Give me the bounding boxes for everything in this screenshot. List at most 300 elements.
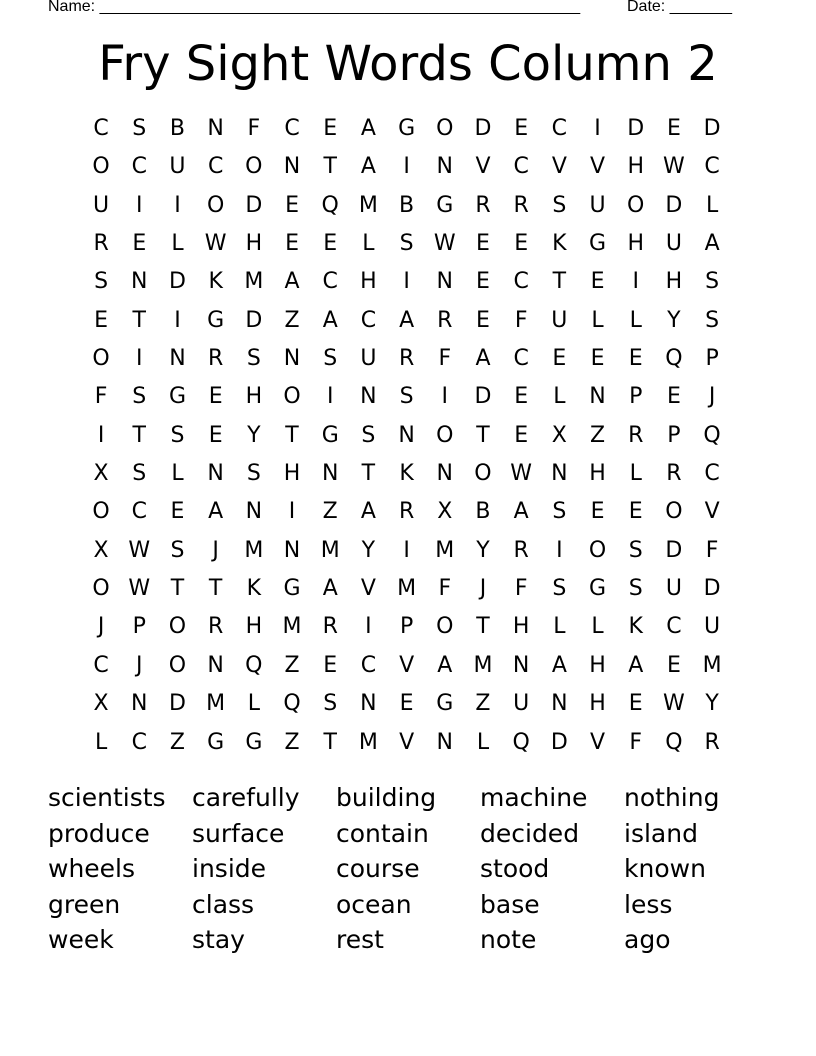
grid-letter: W	[663, 691, 685, 717]
grid-letter: Q	[512, 729, 530, 755]
grid-letter: G	[436, 192, 454, 218]
grid-letter: K	[246, 576, 262, 602]
grid-letter: D	[245, 192, 263, 218]
date-field-label: Date: _______	[627, 0, 732, 15]
grid-letter: L	[171, 461, 184, 487]
grid-letter: M	[320, 537, 340, 563]
grid-letter: H	[589, 461, 606, 487]
grid-letter: N	[207, 116, 224, 141]
word-list	[48, 780, 768, 958]
grid-letter: L	[553, 384, 566, 410]
grid-letter: X	[437, 499, 453, 525]
grid-letter: R	[398, 499, 415, 525]
grid-letter: R	[398, 346, 415, 372]
grid-letter: D	[703, 116, 721, 141]
grid-letter: F	[438, 576, 452, 602]
grid-letter: K	[628, 614, 643, 640]
grid-letter: V	[399, 652, 415, 678]
grid-letter: U	[169, 154, 186, 180]
grid-letter: U	[589, 192, 606, 218]
grid-letter: J	[479, 576, 487, 602]
grid-letter: Z	[589, 422, 606, 448]
grid-letter: S	[628, 537, 643, 563]
grid-letter: N	[436, 154, 454, 180]
grid-letter: U	[513, 691, 530, 717]
grid-letter: O	[206, 192, 225, 218]
grid-letter: O	[245, 154, 263, 180]
grid-letter: S	[361, 422, 376, 448]
word-list-item: surface	[192, 818, 285, 848]
grid-letter: Z	[284, 652, 300, 678]
grid-letter: V	[360, 576, 376, 602]
grid-letter: F	[705, 537, 719, 563]
grid-letter: N	[321, 461, 339, 487]
grid-letter: S	[94, 269, 109, 295]
word-list-item: class	[192, 889, 255, 919]
grid-letter: D	[474, 384, 492, 410]
grid-letter: N	[283, 537, 301, 563]
grid-letter: W	[204, 231, 227, 257]
name-field-label: Name: ______________________________________________________	[48, 0, 581, 15]
grid-letter: I	[174, 192, 181, 218]
grid-letter: E	[666, 652, 681, 678]
grid-letter: E	[666, 116, 681, 141]
grid-letter: U	[93, 192, 110, 218]
grid-letter: A	[360, 154, 376, 180]
grid-letter: A	[513, 499, 529, 525]
grid-letter: S	[552, 576, 567, 602]
word-list-item: nothing	[624, 783, 720, 812]
word-list-item: contain	[336, 818, 429, 848]
grid-letter: A	[322, 576, 338, 602]
grid-letter: G	[245, 729, 263, 755]
grid-letter: U	[665, 576, 682, 602]
grid-letter: M	[244, 537, 264, 563]
grid-letter: Y	[705, 691, 719, 717]
grid-letter: C	[322, 269, 338, 295]
grid-letter: I	[136, 346, 143, 372]
grid-letter: W	[510, 461, 533, 487]
grid-letter: P	[667, 422, 681, 448]
grid-letter: A	[551, 652, 567, 678]
word-list-item: course	[336, 854, 420, 883]
grid-letter: A	[437, 652, 453, 678]
grid-letter: I	[403, 269, 410, 295]
grid-letter: L	[94, 729, 108, 755]
grid-letter: Q	[665, 346, 683, 372]
grid-letter: E	[399, 691, 414, 717]
grid-letter: O	[92, 499, 110, 525]
grid-letter: C	[131, 154, 147, 180]
word-list-item: week	[48, 925, 114, 954]
grid-letter: I	[403, 154, 410, 180]
grid-letter: N	[398, 422, 415, 448]
word-list-item: note	[480, 925, 537, 954]
grid-letter: J	[136, 652, 143, 678]
grid-letter: F	[94, 384, 108, 410]
grid-letter: X	[93, 537, 109, 563]
grid-letter: H	[360, 269, 377, 295]
grid-letter: C	[704, 154, 720, 180]
grid-letter: G	[436, 691, 454, 717]
grid-letter: N	[169, 346, 186, 372]
word-list-item: less	[624, 889, 673, 919]
page-title: Fry Sight Words Column 2	[98, 36, 718, 92]
grid-letter: V	[704, 499, 720, 525]
grid-letter: I	[288, 499, 296, 525]
grid-letter: U	[360, 346, 377, 372]
grid-letter: A	[208, 499, 224, 525]
grid-letter: S	[170, 422, 185, 448]
grid-letter: A	[704, 231, 720, 257]
grid-letter: M	[358, 192, 378, 218]
grid-letter: C	[666, 614, 682, 640]
grid-letter: X	[551, 422, 567, 448]
grid-letter: N	[551, 461, 568, 487]
grid-letter: C	[513, 154, 529, 180]
grid-letter: S	[132, 116, 147, 141]
word-list-item: produce	[48, 818, 150, 848]
grid-letter: P	[629, 384, 643, 410]
grid-letter: E	[323, 116, 338, 141]
grid-letter: P	[132, 614, 146, 640]
grid-letter: I	[136, 192, 143, 218]
grid-letter: I	[174, 307, 181, 333]
grid-letter: L	[171, 231, 184, 257]
grid-letter: O	[627, 192, 645, 218]
word-list-item: stay	[192, 925, 245, 954]
grid-letter: T	[476, 422, 490, 448]
grid-letter: L	[591, 307, 604, 333]
grid-letter: M	[397, 576, 417, 602]
word-list-item: stood	[480, 854, 550, 883]
grid-letter: M	[473, 652, 493, 678]
grid-letter: O	[436, 614, 454, 640]
grid-letter: E	[476, 231, 490, 257]
grid-letter: R	[208, 346, 224, 372]
grid-letter: O	[168, 614, 187, 640]
grid-letter: E	[666, 384, 681, 410]
grid-letter: Y	[476, 537, 490, 563]
grid-letter: E	[514, 116, 529, 141]
grid-letter: C	[513, 269, 529, 295]
grid-letter: T	[132, 422, 146, 448]
grid-letter: D	[703, 576, 721, 602]
grid-letter: W	[128, 576, 151, 602]
grid-letter: T	[552, 269, 567, 295]
grid-letter: E	[208, 422, 223, 448]
grid-letter: H	[627, 231, 644, 257]
grid-letter: S	[246, 461, 261, 487]
grid-letter: C	[93, 652, 109, 678]
grid-letter: R	[513, 537, 529, 563]
header	[48, 0, 732, 16]
grid-letter: Z	[284, 729, 300, 755]
grid-letter: A	[284, 269, 300, 295]
grid-letter: D	[665, 192, 683, 218]
grid-letter: N	[131, 691, 148, 717]
word-list-item: green	[48, 889, 121, 919]
grid-letter: S	[628, 576, 643, 602]
grid-letter: C	[360, 307, 377, 333]
grid-letter: I	[594, 116, 601, 141]
grid-letter: L	[247, 691, 260, 717]
grid-letter: M	[244, 269, 264, 295]
grid-letter: A	[475, 346, 491, 372]
grid-letter: L	[629, 461, 642, 487]
grid-letter: T	[132, 307, 146, 333]
grid-letter: P	[399, 614, 414, 640]
grid-letter: N	[283, 154, 301, 180]
grid-letter: E	[590, 499, 605, 525]
grid-letter: M	[206, 691, 226, 717]
grid-letter: Y	[361, 537, 376, 563]
word-list-item: island	[624, 818, 698, 848]
grid-letter: A	[322, 307, 338, 333]
grid-letter: I	[632, 269, 639, 295]
grid-letter: S	[246, 346, 261, 372]
grid-letter: O	[474, 461, 492, 487]
grid-letter: S	[323, 346, 338, 372]
grid-letter: R	[628, 422, 644, 448]
grid-letter: X	[93, 461, 109, 487]
grid-letter: H	[283, 461, 301, 487]
grid-letter: C	[207, 154, 224, 180]
grid-letter: I	[556, 537, 563, 563]
grid-letter: T	[323, 154, 337, 180]
grid-letter: W	[663, 154, 685, 180]
grid-letter: K	[208, 269, 223, 295]
grid-letter: N	[207, 461, 224, 487]
grid-letter: E	[628, 691, 643, 717]
grid-letter: D	[168, 691, 186, 717]
grid-letter: A	[360, 499, 376, 525]
grid-letter: D	[550, 729, 568, 755]
grid-letter: L	[476, 729, 490, 755]
word-list-item: machine	[480, 783, 588, 812]
grid-letter: E	[552, 346, 567, 372]
grid-letter: R	[322, 614, 338, 640]
grid-letter: F	[247, 116, 261, 141]
grid-letter: N	[283, 346, 301, 372]
grid-letter: E	[514, 384, 529, 410]
letter-grid	[82, 110, 731, 762]
grid-letter: C	[284, 116, 300, 141]
grid-letter: H	[627, 154, 644, 180]
grid-letter: I	[365, 614, 372, 640]
word-list-item: inside	[192, 854, 267, 883]
grid-letter: A	[360, 116, 376, 141]
grid-letter: E	[590, 269, 605, 295]
grid-letter: H	[512, 614, 530, 640]
grid-letter: L	[629, 307, 642, 333]
grid-letter: C	[131, 729, 147, 755]
grid-letter: C	[360, 652, 377, 678]
grid-letter: N	[589, 384, 606, 410]
grid-letter: S	[399, 384, 414, 410]
grid-letter: J	[708, 384, 716, 410]
grid-letter: W	[433, 231, 456, 257]
grid-letter: S	[170, 537, 185, 563]
grid-letter: R	[208, 614, 224, 640]
grid-letter: N	[207, 652, 224, 678]
grid-letter: G	[589, 576, 607, 602]
grid-letter: S	[323, 691, 338, 717]
grid-letter: R	[513, 192, 529, 218]
grid-letter: O	[92, 576, 110, 602]
grid-letter: R	[93, 231, 109, 257]
grid-letter: R	[666, 461, 682, 487]
grid-letter: I	[441, 384, 449, 410]
grid-letter: E	[476, 307, 490, 333]
grid-letter: I	[97, 422, 105, 448]
grid-letter: D	[665, 537, 683, 563]
grid-letter: O	[92, 154, 110, 180]
word-list-item: carefully	[192, 783, 300, 812]
grid-letter: R	[437, 307, 453, 333]
grid-letter: N	[436, 461, 454, 487]
word-list-item: ago	[624, 925, 671, 954]
grid-letter: Q	[703, 422, 721, 448]
grid-letter: T	[323, 729, 337, 755]
grid-letter: Q	[283, 691, 301, 717]
grid-letter: Y	[247, 422, 261, 448]
grid-letter: L	[362, 231, 375, 257]
grid-letter: E	[170, 499, 185, 525]
word-list-item: rest	[336, 925, 384, 954]
grid-letter: F	[514, 576, 528, 602]
grid-letter: O	[283, 384, 301, 410]
grid-letter: X	[93, 691, 109, 717]
grid-letter: E	[514, 231, 529, 257]
grid-letter: W	[128, 537, 151, 563]
grid-letter: G	[207, 307, 225, 333]
grid-letter: G	[207, 729, 225, 755]
grid-letter: V	[590, 729, 606, 755]
grid-letter: G	[321, 422, 339, 448]
grid-letter: Q	[245, 652, 263, 678]
word-list-item: base	[480, 889, 540, 919]
grid-letter: E	[132, 231, 147, 257]
grid-letter: M	[282, 614, 302, 640]
grid-letter: Q	[665, 729, 683, 755]
grid-letter: E	[514, 422, 529, 448]
grid-letter: R	[704, 729, 720, 755]
grid-letter: C	[704, 461, 720, 487]
grid-letter: K	[399, 461, 414, 487]
grid-letter: R	[475, 192, 491, 218]
grid-letter: O	[92, 346, 110, 372]
grid-letter: E	[208, 384, 223, 410]
grid-letter: U	[551, 307, 568, 333]
grid-letter: O	[436, 116, 454, 141]
grid-letter: I	[326, 384, 334, 410]
grid-letter: H	[245, 231, 263, 257]
grid-letter: Z	[284, 307, 300, 333]
grid-letter: N	[551, 691, 568, 717]
grid-letter: T	[361, 461, 376, 487]
grid-letter: U	[665, 231, 682, 257]
grid-letter: B	[399, 192, 415, 218]
grid-letter: S	[132, 461, 147, 487]
word-list-item: known	[624, 854, 706, 883]
grid-letter: T	[170, 576, 185, 602]
grid-letter: D	[168, 269, 186, 295]
grid-letter: C	[93, 116, 109, 141]
grid-letter: D	[245, 307, 263, 333]
grid-letter: E	[323, 231, 338, 257]
grid-letter: L	[705, 192, 719, 218]
grid-letter: Z	[169, 729, 185, 755]
word-list-item: building	[336, 783, 437, 812]
grid-letter: T	[476, 614, 490, 640]
grid-letter: N	[245, 499, 263, 525]
grid-letter: E	[94, 307, 109, 333]
grid-letter: G	[398, 116, 416, 141]
grid-letter: F	[629, 729, 643, 755]
grid-letter: G	[283, 576, 301, 602]
grid-letter: O	[588, 537, 607, 563]
grid-letter: N	[360, 691, 377, 717]
grid-letter: H	[245, 384, 263, 410]
grid-letter: V	[399, 729, 415, 755]
grid-letter: B	[169, 116, 186, 141]
grid-letter: Z	[475, 691, 491, 717]
grid-letter: V	[551, 154, 567, 180]
grid-letter: A	[399, 307, 415, 333]
grid-letter: F	[438, 346, 452, 372]
grid-letter: O	[436, 422, 454, 448]
grid-letter: G	[168, 384, 186, 410]
grid-letter: V	[475, 154, 491, 180]
grid-letter: B	[475, 499, 491, 525]
word-list-item: wheels	[48, 854, 136, 883]
grid-letter: H	[589, 652, 606, 678]
grid-letter: N	[436, 269, 454, 295]
grid-letter: T	[285, 422, 299, 448]
grid-letter: C	[513, 346, 529, 372]
grid-letter: D	[627, 116, 645, 141]
grid-letter: O	[168, 652, 187, 678]
grid-letter: S	[399, 231, 414, 257]
grid-letter: O	[665, 499, 683, 525]
grid-letter: E	[590, 346, 605, 372]
grid-letter: E	[285, 231, 299, 257]
grid-letter: N	[512, 652, 530, 678]
word-list-item: ocean	[336, 889, 412, 919]
grid-letter: L	[591, 614, 604, 640]
grid-letter: Y	[667, 307, 681, 333]
grid-letter: N	[436, 729, 454, 755]
grid-letter: S	[705, 269, 720, 295]
grid-letter: T	[208, 576, 223, 602]
grid-letter: D	[474, 116, 492, 141]
grid-letter: M	[702, 652, 722, 678]
grid-letter: C	[131, 499, 147, 525]
grid-letter: S	[552, 499, 567, 525]
word-list-item: scientists	[48, 783, 166, 812]
grid-letter: H	[665, 269, 683, 295]
grid-letter: C	[551, 116, 568, 141]
grid-letter: N	[131, 269, 148, 295]
grid-letter: E	[285, 192, 299, 218]
grid-letter: V	[590, 154, 606, 180]
grid-letter: A	[628, 652, 644, 678]
grid-letter: F	[514, 307, 528, 333]
grid-letter: M	[358, 729, 378, 755]
grid-letter: I	[403, 537, 410, 563]
grid-letter: M	[435, 537, 455, 563]
